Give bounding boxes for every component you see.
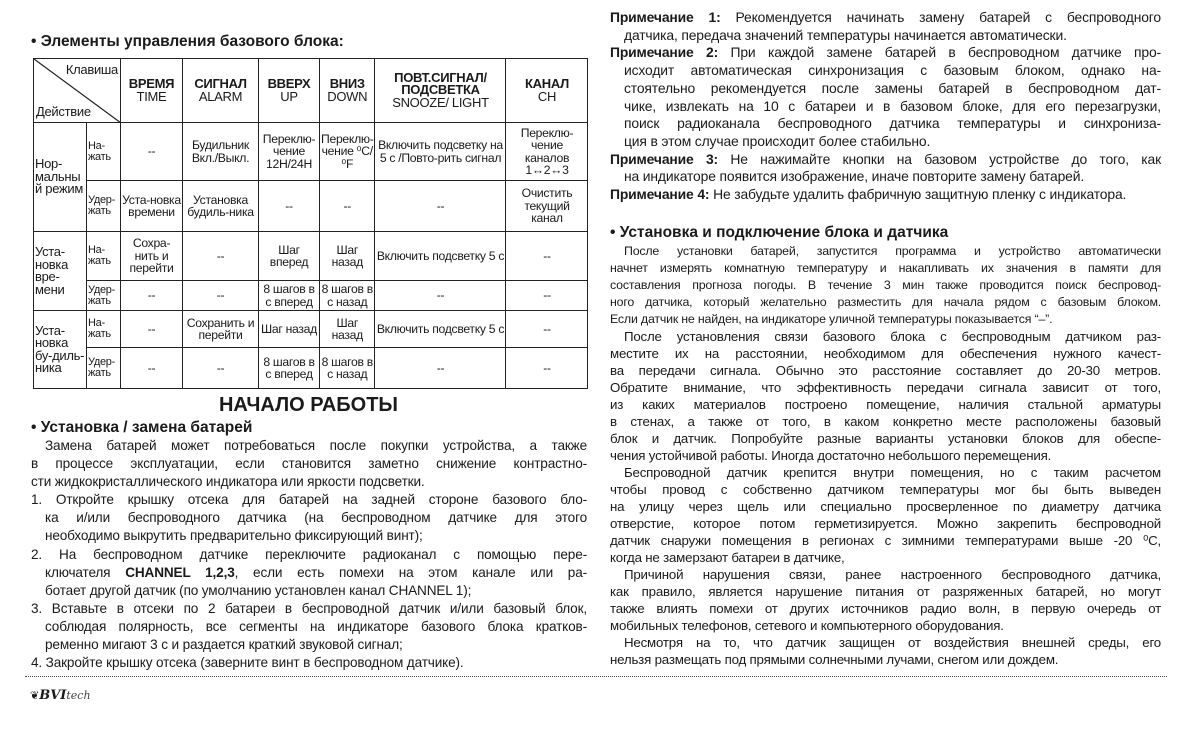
text-line: ного датчика, который желательно разместить для начала рядом с базовым блоком. xyxy=(610,295,1161,309)
text-line: необходимо выкрутить предварительно фиксирующий винт); xyxy=(45,528,423,544)
note-label: Примечание 1: xyxy=(610,9,721,25)
text-line: Несмотря на то, что датчик защищен от воздействия внешней среды, его xyxy=(624,635,1161,650)
paragraph xyxy=(610,328,1161,464)
install-text xyxy=(610,243,1161,668)
paragraph xyxy=(31,654,587,672)
column-header-ru: ВРЕМЯ xyxy=(128,76,175,91)
paragraph xyxy=(31,546,587,600)
text-line: также влиять помехи от других источников радио волн, в первую очередь от xyxy=(610,601,1161,616)
table-cell: Включить подсветку 5 с xyxy=(375,311,506,348)
table-header-row xyxy=(34,59,588,123)
table-cell: -- xyxy=(506,232,588,281)
action-label: Удер-жать xyxy=(87,181,121,232)
column-header xyxy=(375,59,506,123)
text-line: из каких материалов построено помещение, наличия стальной арматуры xyxy=(610,397,1161,412)
note-line xyxy=(610,9,1161,27)
text-line: мобильных телефонов, сетевого и компьютерного оборудования. xyxy=(610,618,1004,633)
column-header-ru: ВВЕРХ xyxy=(267,76,311,91)
column-header-en: SNOOZE/ LIGHT xyxy=(392,94,489,110)
table-cell: Шаг назад xyxy=(259,311,320,348)
text-line: составления прогноза погоды. В течение 3 мин также проводится поиск беспровод- xyxy=(610,278,1161,292)
column-header-ru: КАНАЛ xyxy=(525,76,569,91)
text-line: ка и/или беспроводного датчика (на беспроводном датчике для этого xyxy=(45,510,587,526)
paragraph xyxy=(31,600,587,654)
text-line: Если датчик не найден, на индикаторе уличной температуры показывается “–”. xyxy=(610,312,1053,326)
text-segment: , если есть помехи на этом канале или ра- xyxy=(234,564,587,580)
table-cell: -- xyxy=(121,281,183,311)
table-cell: Включить подсветку 5 с xyxy=(375,232,506,281)
table-cell: Уста-новка времени xyxy=(121,181,183,232)
table-cell: Переклю-чение ⁰C/⁰F xyxy=(320,123,375,181)
text-line: Обратите внимание, что эффективность передачи сигнала зависит от того, xyxy=(610,380,1161,395)
text-line: Замена батарей может потребоваться после покупки устройства, а также xyxy=(45,438,587,453)
table-cell: Будильник Вкл./Выкл. xyxy=(183,123,259,181)
text-line: в стенах, а также от того, в каком конкретно месте расположены базовый xyxy=(610,414,1161,429)
section-title: НАЧАЛО РАБОТЫ xyxy=(218,394,398,416)
paragraph xyxy=(31,491,587,545)
text-line: ва передачи сигнала. Обычно это расстояние составляет до 20-30 метров. xyxy=(610,363,1161,378)
table-cell: -- xyxy=(183,281,259,311)
note-label: Примечание 4: xyxy=(610,186,710,203)
text-line xyxy=(31,564,587,582)
note-line: стоятельно рекомендуется после замены батарей в беспроводном дат- xyxy=(624,79,1161,96)
corner-key-label: Клавиша xyxy=(65,62,118,77)
table-cell: Очистить текущий канал xyxy=(506,181,588,232)
text-line: датчик снаружи помещения в регионах с зимними температурами выше -20 ⁰С, xyxy=(610,533,1161,548)
note-line: чике, извлекать на 10 с батареи и в базовом блоке, для его перезагрузки, xyxy=(624,97,1161,114)
controls-heading: • Элементы управления базового блока: xyxy=(31,33,344,50)
text-line: Причиной нарушения связи, ранее настроенного беспроводного датчика, xyxy=(624,567,1161,582)
text-line: чения устойчивой работы. Иногда достаточно небольшого перемещения. xyxy=(610,448,1052,463)
action-label: На-жать xyxy=(87,311,121,348)
table-cell: 8 шагов в с вперед xyxy=(259,281,320,311)
table-cell: 8 шагов в с назад xyxy=(320,348,375,389)
table-cell: -- xyxy=(121,311,183,348)
table-cell: Переклю-чение 12H/24H xyxy=(259,123,320,181)
column-header-en: TIME xyxy=(136,88,167,104)
text-line: сти жидкокристаллического индикатора или яркости подсветки. xyxy=(31,474,425,490)
column-header-ru: ВНИЗ xyxy=(329,76,365,91)
table-cell: -- xyxy=(506,281,588,311)
mode-label: Уста-новка бу-диль-ника xyxy=(34,311,87,389)
note-text: Не нажимайте кнопки на базовом устройстве до того, как xyxy=(718,150,1161,167)
table-row xyxy=(34,348,588,389)
logo-bold: BVI xyxy=(39,688,67,703)
paragraph xyxy=(31,437,587,491)
table-row xyxy=(34,281,588,311)
text-line: блок и датчик. Попробуйте разные варианты установки блоков для обеспе- xyxy=(610,431,1161,446)
table-cell: 8 шагов в с назад xyxy=(320,281,375,311)
table-cell: Включить подсветку на 5 с /Повто-рить сигнал xyxy=(375,123,506,181)
text-line: 1. Откройте крышку отсека для батарей на задней стороне базового бло- xyxy=(31,492,587,508)
table-cell: -- xyxy=(375,281,506,311)
table-cell: -- xyxy=(183,232,259,281)
text-line: 4. Закройте крышку отсека (заверните винт в беспроводном датчике). xyxy=(31,655,464,671)
corner-action-label: Действие xyxy=(36,103,91,119)
note-line xyxy=(610,186,1161,204)
table-cell: Шаг назад xyxy=(320,232,375,281)
column-header xyxy=(183,59,259,123)
column-header xyxy=(259,59,320,123)
table-cell: -- xyxy=(506,311,588,348)
text-line: отверстие, которое потом герметизируется. Можно закрепить беспроводной xyxy=(610,516,1161,531)
table-row xyxy=(34,123,588,181)
paragraph xyxy=(610,243,1161,328)
text-segment: ключателя xyxy=(45,564,126,580)
table-cell: -- xyxy=(320,181,375,232)
mode-label: Нор-мальный режим xyxy=(34,123,87,232)
note-line xyxy=(610,151,1161,169)
corner-cell xyxy=(34,59,121,123)
action-label: Удер-жать xyxy=(87,281,121,311)
text-line: ботает другой датчик (по умолчанию установлен канал CHANNEL 1); xyxy=(45,582,472,598)
text-line: как правило, является нарушение питания от разряженных батарей, но могут xyxy=(610,584,1161,599)
column-header-ru: ПОВТ.СИГНАЛ/ ПОДСВЕТКА xyxy=(394,69,487,98)
column-header-en: ALARM xyxy=(198,88,243,104)
text-line: После установки батарей, запустится программа и устройство автоматически xyxy=(624,244,1161,258)
note-line: на индикаторе появится изображение, иначе повторите замену батарей. xyxy=(624,168,1085,185)
column-header-en: DOWN xyxy=(327,88,368,104)
footer-divider xyxy=(25,676,1167,677)
text-line: на улицу через щель или специально просверленное по диаметру датчика xyxy=(610,499,1161,514)
brand-logo: ❦BVItech xyxy=(30,688,91,703)
text-line: нельзя размещать под прямыми солнечными лучами, снегом или дождем. xyxy=(610,652,1059,667)
table-cell: Установка будиль-ника xyxy=(183,181,259,232)
battery-text xyxy=(31,437,587,672)
note-line: исходит автоматическая синхронизация с базовым блоком, однако на- xyxy=(624,62,1161,79)
text-line: в процессе эксплуатации, если становится заметно снижение контрастно- xyxy=(31,456,587,472)
column-header-en: UP xyxy=(280,88,298,104)
notes-block xyxy=(610,9,1161,204)
text-line: чтобы провод с собственно датчиком температуры мог бы быть выведен xyxy=(610,482,1161,497)
column-header-ru: СИГНАЛ xyxy=(194,76,247,91)
note-line: ция в этом случае происходит более стабильно. xyxy=(624,132,931,149)
text-line: начнет измерять комнатную температуру и накапливать их значения в памяти для xyxy=(610,261,1161,275)
note-label: Примечание 2: xyxy=(610,44,719,61)
note-text: Не забудьте удалить фабричную защитную пленку с индикатора. xyxy=(709,186,1127,203)
table-cell: -- xyxy=(183,348,259,389)
note-line xyxy=(610,44,1161,62)
paragraph xyxy=(610,566,1161,634)
text-line: когда не замерзают батареи в датчике, xyxy=(610,550,845,565)
text-line: 3. Вставьте в отсеки по 2 батареи в беспроводной датчик и/или базовый блок, xyxy=(31,600,587,616)
table-cell: 8 шагов в с вперед xyxy=(259,348,320,389)
bold-text: CHANNEL 1,2,3 xyxy=(125,564,235,580)
column-header-en: CH xyxy=(537,88,557,104)
battery-heading: • Установка / замена батарей xyxy=(31,419,253,436)
table-cell: -- xyxy=(375,181,506,232)
logo-light: tech xyxy=(66,689,91,702)
table-cell: Сохра-нить и перейти xyxy=(121,232,183,281)
table-row xyxy=(34,311,588,348)
note-label: Примечание 3: xyxy=(610,150,718,167)
text-line: ременно мигают 3 с и раздается краткий звуковой сигнал; xyxy=(45,637,403,653)
table-cell: -- xyxy=(259,181,320,232)
text-line: местите их на расстоянии, необходимом для обеспечения нужного качест- xyxy=(610,346,1161,361)
table-row xyxy=(34,232,588,281)
table-cell: Шаг назад xyxy=(320,311,375,348)
note-line: поиск радиоканала беспроводного датчика температуры и синхрониза- xyxy=(624,115,1161,132)
column-header xyxy=(121,59,183,123)
text-line: соблюдая полярность, все сегменты на индикаторе базового блока кратков- xyxy=(45,618,587,634)
action-label: На-жать xyxy=(87,123,121,181)
action-label: Удер-жать xyxy=(87,348,121,389)
column-header xyxy=(506,59,588,123)
table-cell: Переклю-чение каналов 1↔2↔3 xyxy=(506,123,588,181)
paragraph xyxy=(610,464,1161,566)
text-line: Беспроводной датчик крепится внутри помещения, но с таким расчетом xyxy=(624,465,1161,480)
table-cell: Шаг вперед xyxy=(259,232,320,281)
note-text: Рекомендуется начинать замену батарей с беспроводного xyxy=(720,9,1161,25)
table-cell: -- xyxy=(506,348,588,389)
action-label: На-жать xyxy=(87,232,121,281)
paragraph xyxy=(610,634,1161,668)
controls-table xyxy=(33,58,588,389)
column-header xyxy=(320,59,375,123)
table-cell: -- xyxy=(121,123,183,181)
table-cell: -- xyxy=(121,348,183,389)
text-line: После установления связи базового блока с беспроводным датчиком раз- xyxy=(624,329,1161,344)
text-line: 2. На беспроводном датчике переключите радиоканал с помощью пере- xyxy=(31,546,587,562)
note-line: датчика, передача значений температуры начинается автоматически. xyxy=(624,26,1067,43)
table-row xyxy=(34,181,588,232)
note-text: При каждой замене батарей в беспроводном датчике про- xyxy=(718,44,1161,61)
table-cell: Сохранить и перейти xyxy=(183,311,259,348)
install-heading: • Установка и подключение блока и датчика xyxy=(610,224,949,241)
table-cell: -- xyxy=(375,348,506,389)
mode-label: Уста-новка вре-мени xyxy=(34,232,87,311)
